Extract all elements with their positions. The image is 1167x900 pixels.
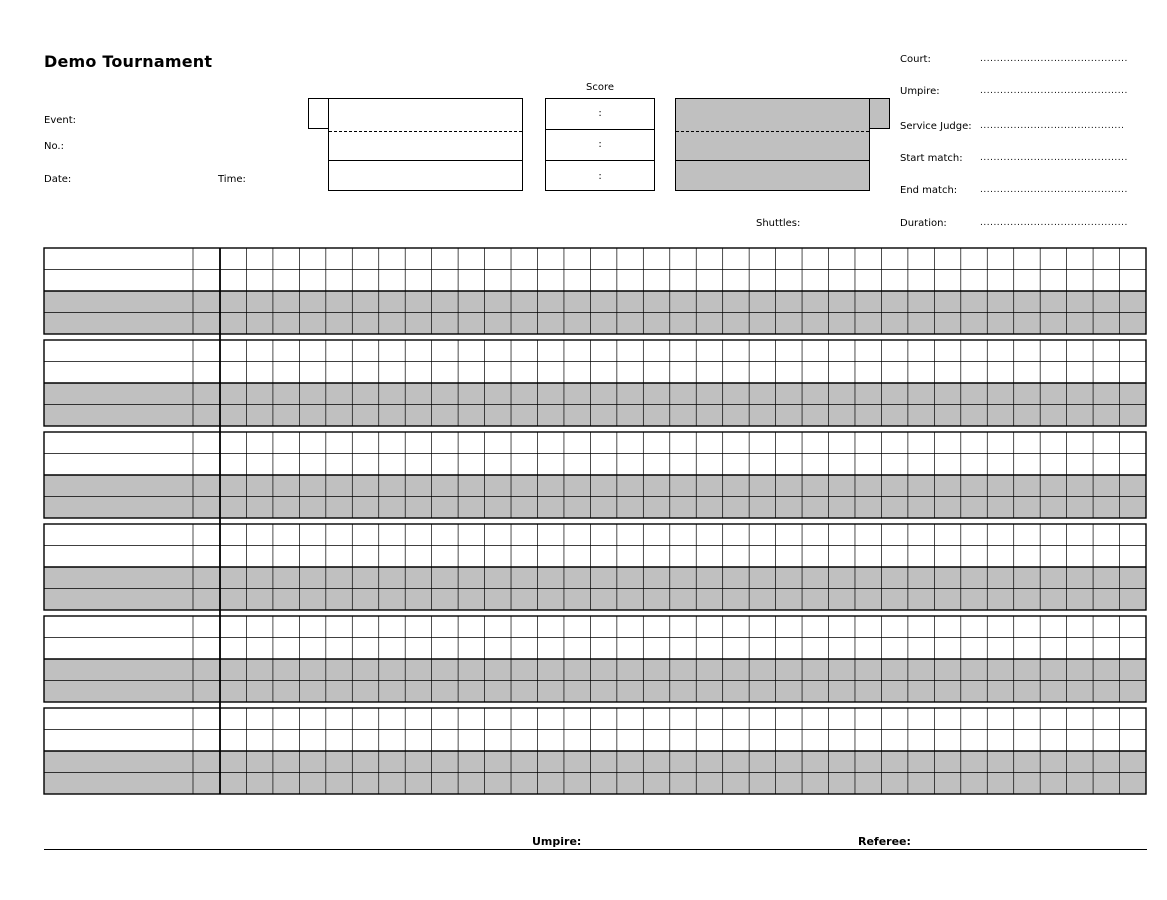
shaded-row — [44, 313, 1146, 335]
score-label: Score — [585, 82, 614, 93]
date-label: Date: — [44, 174, 72, 185]
shaded-row — [44, 497, 1146, 519]
game1-score-separator: : — [598, 108, 602, 119]
court-field: ............................................ — [980, 54, 1128, 64]
shaded-row — [44, 475, 1146, 497]
umpire-label: Umpire: — [900, 86, 940, 97]
shaded-row — [44, 567, 1146, 589]
service-judge-label: Service Judge: — [900, 121, 972, 132]
court-label: Court: — [900, 54, 931, 65]
event-label: Event: — [44, 115, 77, 126]
umpire-signature-label: Umpire: — [532, 835, 582, 848]
start-match-label: Start match: — [900, 153, 963, 164]
referee-signature-label: Referee: — [858, 835, 911, 848]
end-match-label: End match: — [900, 185, 958, 196]
signature-line — [44, 849, 1147, 850]
shaded-row — [44, 659, 1146, 681]
shaded-row — [44, 751, 1146, 773]
shaded-row — [44, 291, 1146, 313]
start-match-field: ............................................ — [980, 153, 1128, 163]
shaded-row — [44, 589, 1146, 611]
duration-label: Duration: — [900, 218, 947, 229]
shaded-row — [44, 681, 1146, 703]
end-match-field: ............................................ — [980, 185, 1128, 195]
shaded-row — [44, 383, 1146, 405]
shaded-row — [44, 773, 1146, 795]
time-label: Time: — [218, 174, 246, 185]
service-judge-field: ........................................... — [980, 121, 1125, 131]
duration-field: ............................................ — [980, 218, 1128, 228]
tournament-title: Demo Tournament — [44, 52, 213, 71]
umpire-field: ............................................ — [980, 86, 1128, 96]
match-number-label: No.: — [44, 141, 64, 152]
game2-score-separator: : — [598, 139, 602, 150]
game3-score-separator: : — [598, 171, 602, 182]
shuttles-label: Shuttles: — [756, 218, 801, 229]
shaded-row — [44, 405, 1146, 427]
